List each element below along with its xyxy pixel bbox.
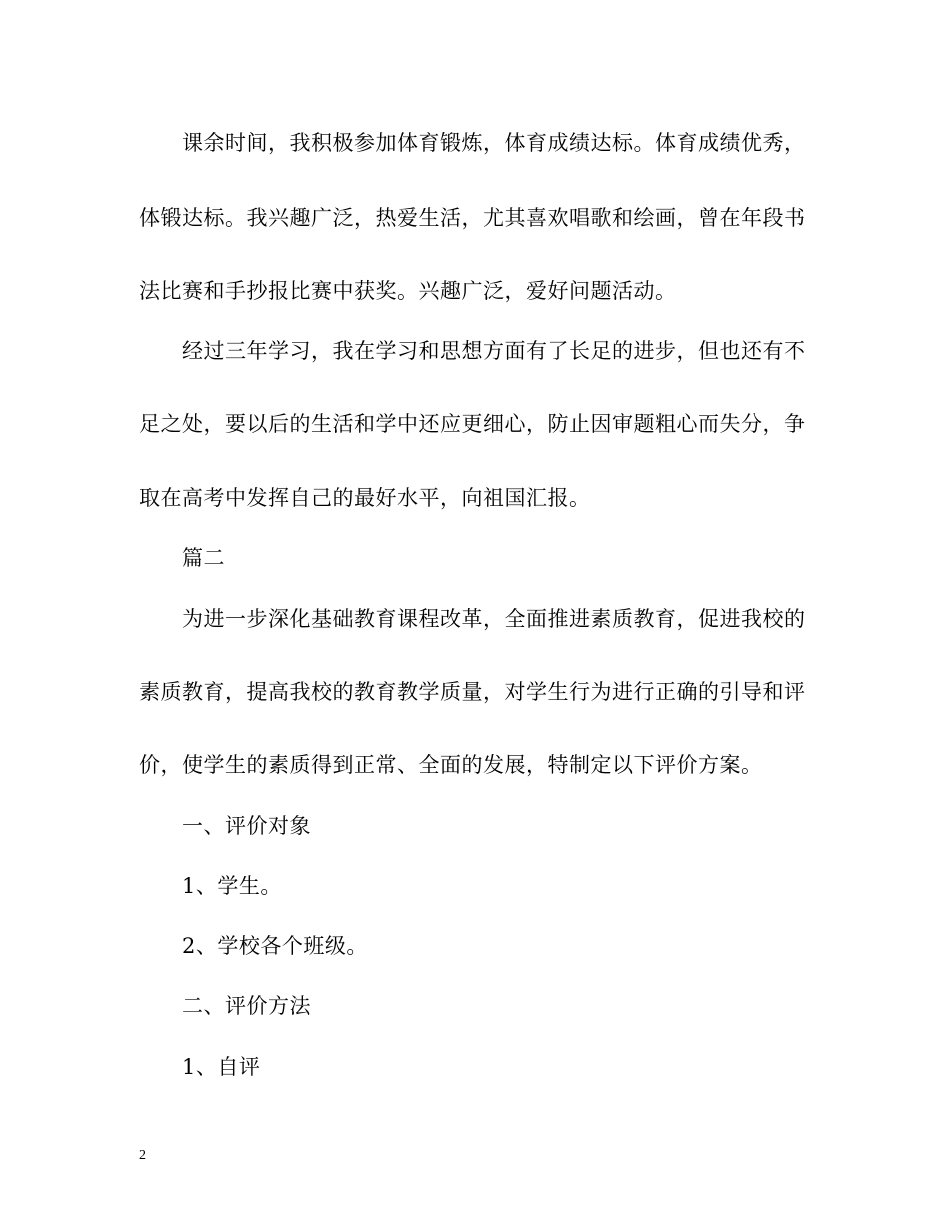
paragraph-line: 经过三年学习，我在学习和思想方面有了长足的进步，但也还有不 (182, 339, 806, 363)
section-heading: 篇二 (182, 546, 225, 570)
list-item: 1、学生。 (182, 874, 282, 898)
paragraph-line: 足之处，要以后的生活和学中还应更细心，防止因审题粗心而失分，争 (139, 412, 806, 436)
paragraph-line: 法比赛和手抄报比赛中获奖。兴趣广泛，爱好问题活动。 (139, 279, 677, 303)
paragraph-line: 价，使学生的素质得到正常、全面的发展，特制定以下评价方案。 (139, 753, 763, 777)
subsection-heading: 一、评价对象 (182, 814, 311, 838)
paragraph-line: 素质教育，提高我校的教育教学质量，对学生行为进行正确的引导和评 (139, 680, 806, 704)
list-item: 1、自评 (182, 1055, 261, 1079)
paragraph-line: 为进一步深化基础教育课程改革，全面推进素质教育，促进我校的 (182, 607, 806, 631)
paragraph-line: 体锻达标。我兴趣广泛，热爱生活，尤其喜欢唱歌和绘画，曾在年段书 (139, 206, 806, 230)
page-number: 2 (139, 1148, 146, 1163)
list-item: 2、学校各个班级。 (182, 934, 368, 958)
paragraph-line: 取在高考中发挥自己的最好水平，向祖国汇报。 (139, 486, 591, 510)
subsection-heading: 二、评价方法 (182, 994, 311, 1018)
paragraph-line: 课余时间，我积极参加体育锻炼，体育成绩达标。体育成绩优秀， (182, 131, 806, 155)
